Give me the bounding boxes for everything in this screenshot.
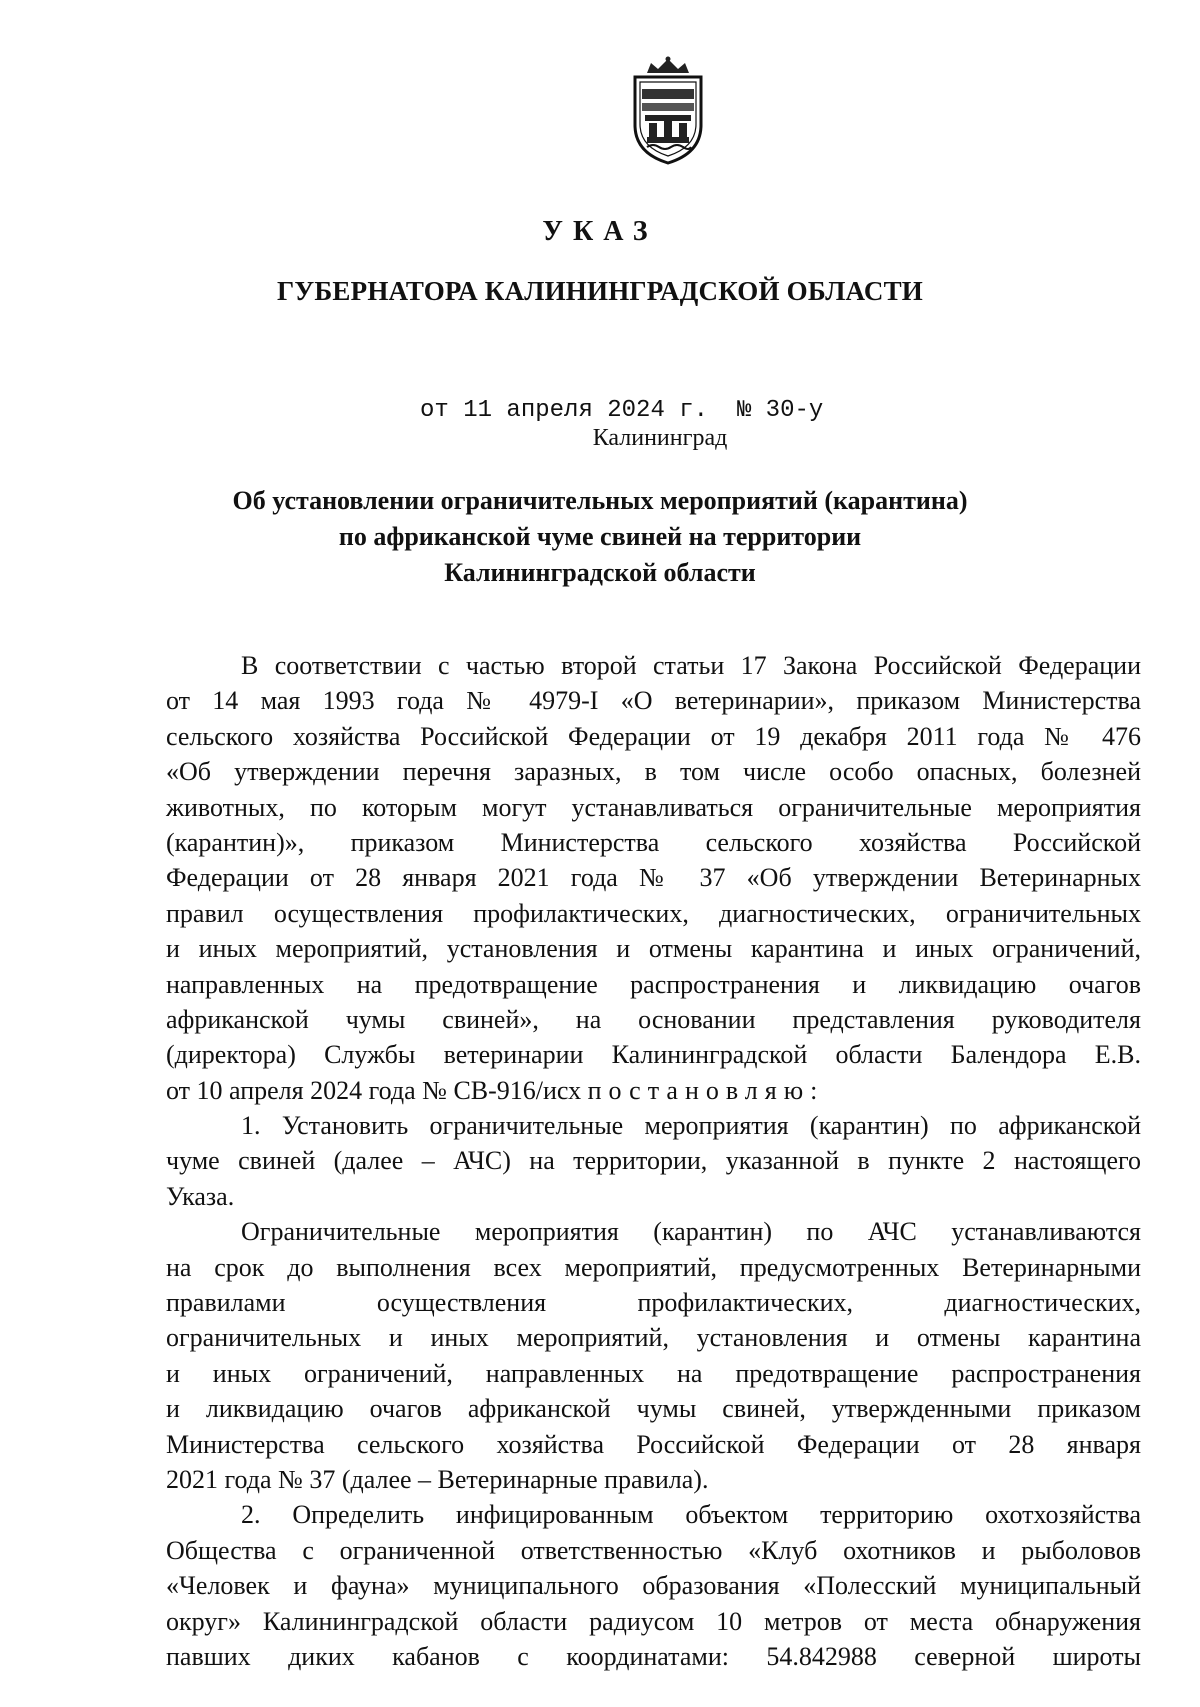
body-line: и иных ограничений, направленных на предотвращение распространения <box>166 1358 1141 1388</box>
date-prefix: от <box>420 397 449 424</box>
basis-reference: от 10 апреля 2024 года № СВ-916/исх <box>166 1075 582 1105</box>
document-date: 11 апреля 2024 г. <box>463 397 709 424</box>
body-line: павших диких кабанов с координатами: 54.842988 северной широты <box>166 1641 1141 1671</box>
body-line: ограничительных и иных мероприятий, установления и отмены карантина <box>166 1323 1141 1353</box>
body-line: 2. Определить инфицированным объектом территорию охотхозяйства <box>241 1500 1141 1530</box>
title-line: по африканской чуме свиней на территории <box>338 522 862 551</box>
body-line: 2021 года № 37 (далее – Ветеринарные правила). <box>166 1464 709 1494</box>
body-line: (карантин)», приказом Министерства сельского хозяйства Российской <box>166 827 1141 857</box>
title-line: Калининградской области <box>444 558 756 587</box>
body-line: животных, по которым могут устанавливаться ограничительные мероприятия <box>166 792 1141 822</box>
body-line: Федерации от 28 января 2021 года № 37 «Об утверждении Ветеринарных <box>166 863 1141 893</box>
body-line: африканской чумы свиней», на основании представления руководителя <box>166 1004 1141 1034</box>
document-city: Калининград <box>592 425 728 451</box>
operative-word: постановляю: <box>587 1075 825 1105</box>
body-line: правил осуществления профилактических, диагностических, ограничительных <box>166 898 1141 928</box>
body-line: сельского хозяйства Российской Федерации от 19 декабря 2011 года № 476 <box>166 721 1141 751</box>
issuer: ГУБЕРНАТОРА КАЛИНИНГРАДСКОЙ ОБЛАСТИ <box>276 276 924 306</box>
document-body <box>166 648 1141 1674</box>
body-line: Указа. <box>166 1181 235 1211</box>
body-line: В соответствии с частью второй статьи 17 Закона Российской Федерации <box>241 651 1141 680</box>
body-line: направленных на предотвращение распространения и ликвидацию очагов <box>166 969 1141 999</box>
title-line: Об установлении ограничительных мероприятий (карантина) <box>232 486 968 515</box>
body-line: чуме свиней (далее – АЧС) на территории, указанной в пункте 2 настоящего <box>166 1146 1141 1176</box>
body-line: Общества с ограниченной ответственностью «Клуб охотников и рыболовов <box>166 1535 1141 1565</box>
coat-of-arms-emblem <box>625 55 711 167</box>
body-line <box>166 1073 1141 1108</box>
body-line: правилами осуществления профилактических, диагностических, <box>166 1288 1141 1318</box>
date-number-line <box>420 397 823 424</box>
body-line: на срок до выполнения всех мероприятий, предусмотренных Ветеринарными <box>166 1252 1141 1282</box>
document-type: УКАЗ <box>542 216 658 247</box>
document-number: № 30-у <box>736 397 824 424</box>
body-line: и ликвидацию очагов африканской чумы свиней, утвержденными приказом <box>166 1394 1141 1424</box>
body-line: «Об утверждении перечня заразных, в том числе особо опасных, болезней <box>166 757 1141 787</box>
body-line: (директора) Службы ветеринарии Калининградской области Балендора Е.В. <box>166 1040 1141 1070</box>
body-line: 1. Установить ограничительные мероприятия (карантин) по африканской <box>241 1111 1141 1141</box>
body-line: Министерства сельского хозяйства Российской Федерации от 28 января <box>166 1429 1141 1459</box>
body-line: округ» Калининградской области радиусом 10 метров от места обнаружения <box>166 1606 1141 1636</box>
body-line: «Человек и фауна» муниципального образования «Полесский муниципальный <box>166 1571 1141 1601</box>
body-line: от 14 мая 1993 года № 4979-I «О ветеринарии», приказом Министерства <box>166 686 1141 716</box>
body-line: и иных мероприятий, установления и отмены карантина и иных ограничений, <box>166 934 1141 964</box>
document-title <box>0 483 1200 591</box>
body-line: Ограничительные мероприятия (карантин) по АЧС устанавливаются <box>241 1217 1141 1247</box>
